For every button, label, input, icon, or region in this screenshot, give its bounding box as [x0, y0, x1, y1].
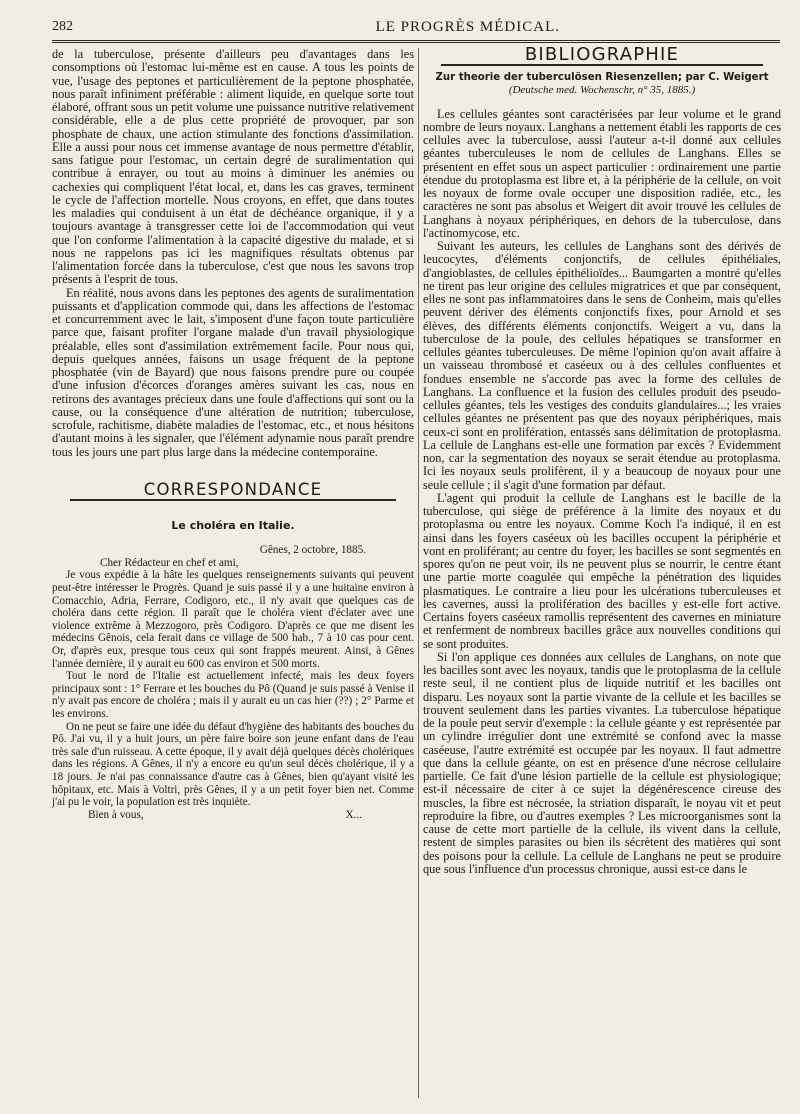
review-paragraph-3: L'agent qui produit la cellule de Langhans est le bacille de la tuberculose, qui siège de préférence à la limite des noyaux et du protoplasma ou entre les noyaux. Comme Koch l'a indiqué, il en est ainsi dans les foyers caséeux où les bacilles occupent la périphérie et vont en proliférant; au centre du foyer, les bacilles se sont segmentés en spores qu'on ne peut voir, ils ne peuvent plus se nourrir, le centre étant une partie morte coagulée qui empêche la pénétration des liquides plasmatiques. Le contraire a lieu pour les ulcérations tuberculeuses et les cavernes, aussi la prolifération des bacilles y est-elle fort active. Certains foyers caséeux ramollis représentent des cavernes en miniature et renferment de nombreux bacilles grâce aux nouvelles conditions qui se sont produites.: [423, 490, 781, 651]
right-column: [423, 44, 781, 876]
peptone-paragraph-2: En réalité, nous avons dans les peptones des agents de suralimentation puissants et d'application commode qui, dans les affections de l'estomac et concurremment avec le lait, s'imposent d'une façon toute particulière parce que, faisant profiter l'organe malade d'un travail physiologique préalable, elles sont d'assimilation extrêmement facile. Pour nous qui, depuis quelques années, faisons un usage fréquent de la peptone phosphatée (vin de Bayard) que nous faisons prendre pure ou coupée d'une infusion d'écorces d'oranges amères suivant les cas, nous en retirons des avantages précieux dans une foule d'affections qui sont ou la cause, ou la conséquence d'une altération de nutrition; tuberculose, scrofule, rachitisme, diabète maladies de l'estomac, etc., et nous hésitons d'autant moins à les signaler, que l'élément adynamie nous paraît prendre tous les jours une part plus large dans la médecine contemporaine.: [52, 285, 414, 459]
bibliographie-title: BIBLIOGRAPHIE: [524, 44, 680, 65]
reference-source: (Deutsche med. Wochenschr, n° 35, 1885.): [508, 84, 696, 97]
letter-paragraph-2: Tout le nord de l'Italie est actuellement infecté, mais les deux foyers principaux sont : 1° Ferrare et les bouches du Pô (Quand je suis passé à Venise il n'y avait pas encore de choléra ; mais il y aurait eu un cas hier (??) ; 2° Parme et les environs.: [52, 670, 414, 720]
review-paragraph-4: Si l'on applique ces données aux cellules de Langhans, on note que les bacilles sont avec les noyaux, tandis que le protoplasma de la cellule reste seul, il ne contient plus de liquide nutritif et les bacilles ont disparu. Les noyaux sont la partie vivante de la cellule et les bacilles se trouvent seulement dans les parties vivantes. La tuberculose hépatique de la poule peut servir d'exemple : la cellule géante y est représentée par un cylindre irrégulier dont une extrémité se confond avec la masse caséeuse, l'autre extrémité est occupée par les noyaux. Il faut admettre que dans la cellule géante, on est en présence d'une nécrose cellulaire partielle. Ce fait d'une lésion partielle de la cellule est physiologique; est-il nécessaire de citer à ce sujet la dégénérescence cireuse des muscles, la fibre est nécrosée, la striation disparaît, le noyau vit et peut reproduire la fibre, ou d'autres exemples ? Les microorganismes sont la cause de cette mort partielle de la cellule, ils vivent dans la cellule, restent de simples parasites ou bien ils sécrètent des matières qui sont des poisons pour la cellule. La cellule de Langhans ne peut se produire que sous l'influence d'un processus chronique, aussi est-ce dans le: [423, 649, 781, 876]
letter-dateline: Gênes, 2 octobre, 1885.: [259, 544, 366, 557]
peptone-paragraph-1: de la tuberculose, présente d'ailleurs peu d'avantages dans les consomptions où l'estomac lui-même est en cause. A tous les points de vue, l'usage des peptones et particulièrement de la peptone phosphatée, nous paraît infiniment préférable : aliment liquide, en quelque sorte tout élaboré, offrant sous un petit volume une puissance nutritive relativement considérable, elle a de plus cette propriété de provoquer, par son phosphate de chaux, une action stimulante des fonctions d'assimilation. Elle a aussi pour nous cet immense avantage de nous permettre d'établir, sans fatigue pour l'estomac, un certain degré de suralimentation qui contribue à enrayer, ou tout au moins à diminuer les anémies ou cachexies qui compliquent l'état local, et, dans les cas graves, terminent le cycle de l'affection mortelle. Nous croyons, en effet, que dans toutes les maladies qui conduisent à un état de déchéance organique, il y a toujours avantage à transgresser cette loi de l'accommodation qui veut que l'on conforme l'alimentation à la capacité digestive du malade, et si nous ne rappelons pas ici les magnifiques résultats obtenus par l'alimentation forcée dans la tuberculose, c'est que nous les savons trop présents à l'esprit de tous.: [52, 47, 414, 287]
correspondance-subtitle: Le choléra en Italie.: [171, 519, 295, 532]
running-title: LE PROGRÈS MÉDICAL.: [375, 18, 560, 35]
column-divider: [418, 48, 419, 1098]
signature: X...: [345, 808, 362, 821]
correspondance-section: [52, 479, 414, 822]
review-paragraph-2: Suivant les auteurs, les cellules de Langhans sont des dérivés de leucocytes, d'éléments conjonctifs, de cellules épithéliales, d'angioblastes, de cellules épithélioïdes... Baumgarten a montré qu'elles ne tirent pas leur origine des cellules migratrices et que par conséquent, elles ne sont pas inflammatoires dans le sens de Conheim, mais qu'elles peuvent dériver des éléments conjonctifs fixes, pour Arnold et ses élèves, des différents éléments conjonctifs. Weigert a vu, dans la tuberculose de la poule, des cellules hépatiques se transformer en cellules géantes tuberculeuses. De même l'opinion qu'on avait affaire à un vaisseau thrombosé et caséeux ou à des cellules confluentes et fondues ensemble ne s'accorde pas avec la forme des cellules de Langhans. La confluence et la fusion des cellules produit des pseudo-cellules géantes, tels les vestiges des conduits glandulaires...; les vraies cellules géantes ne présentent pas que des noyaux périphériques, mais ceux-ci sont en prolifération, entassés sans délimitation de protoplasma. La cellule de Langhans est-elle une formation par excès ? Evidemment non, car la segmentation des noyaux se serait étendue au protoplasma. Ici les noyaux seuls prolifèrent, il y a beaucoup de noyaux pour une seule cellule ; il s'agit d'une formation par défaut.: [423, 239, 781, 492]
signoff-text: Bien à vous,: [88, 808, 144, 821]
correspondance-rule: [70, 499, 396, 501]
letter-paragraph-1: Je vous expédie à la hâte les quelques renseignements suivants qui peuvent peut-être intéresser le Progrès. Quand je suis passé il y a une huitaine environ à Comacchio, Adria, Ferrare, Codigoro, etc., il n'y avait que quelques cas de choléra dans cette région. Il paraît que le choléra vient d'éclater avec une violence extrême à Mezzogoro, près Codigoro. D'après ce que me disent les médecins Gênois, cela ferait dans ce village de 500 hab., 7 à 10 cas pour cent. Or, d'après eux, presque tous ceux qui sont frappés meurent. Ainsi, à Gênes l'année dernière, il y aurait eu 600 cas environ et 500 morts.: [52, 569, 414, 670]
page-header: [52, 14, 780, 43]
letter-signoff: [52, 809, 414, 822]
left-column: [52, 48, 414, 821]
letter-salutation: Cher Rédacteur en chef et ami,: [100, 556, 239, 569]
correspondance-title: CORRESPONDANCE: [143, 479, 323, 499]
review-paragraph-1: Les cellules géantes sont caractérisées par leur volume et le grand nombre de leurs noyaux. Langhans a nettement établi les rapports de ces cellules avec la tuberculose, aussi l'auteur a-t-il donné aux cellules géantes tuberculeuses le nom de cellules de Langhans. Elles se présentent en effet sous un aspect particulier : ordinairement une partie étendue du protoplasma est libre et, à la périphérie de la cellule, on voit les noyaux de forme ovale occuper une disposition radiée, etc., les caractères ne sont pas absolus et Weigert dit avoir trouvé les cellules de Langhans à noyaux périphériques, en dehors de la tuberculose, dans l'actinomycose, etc.: [423, 106, 781, 240]
letter-paragraph-3: On ne peut se faire une idée du défaut d'hygiène des habitants des bouches du Pô. J'ai vu, il y a huit jours, un père faire boire son jeune enfant dans de l'eau très sale d'un ruisseau. A cette époque, il y avait déjà quelques décès cholériques dans les régions. A Gênes, il n'y a encore eu qu'un seul décès cholérique, il y a 18 jours. Je n'ai pas connaissance d'autre cas à Gênes, bien qu'ayant visité les hôpitaux, etc. Mais à Voltri, près Gênes, il y a un petit foyer bien net. Comme j'ai pu le voir, la population est très inquiète.: [52, 720, 414, 809]
page-number: 282: [52, 19, 73, 34]
reference-title: Zur theorie der tuberculösen Riesenzellen; par C. Weigert: [435, 72, 769, 84]
